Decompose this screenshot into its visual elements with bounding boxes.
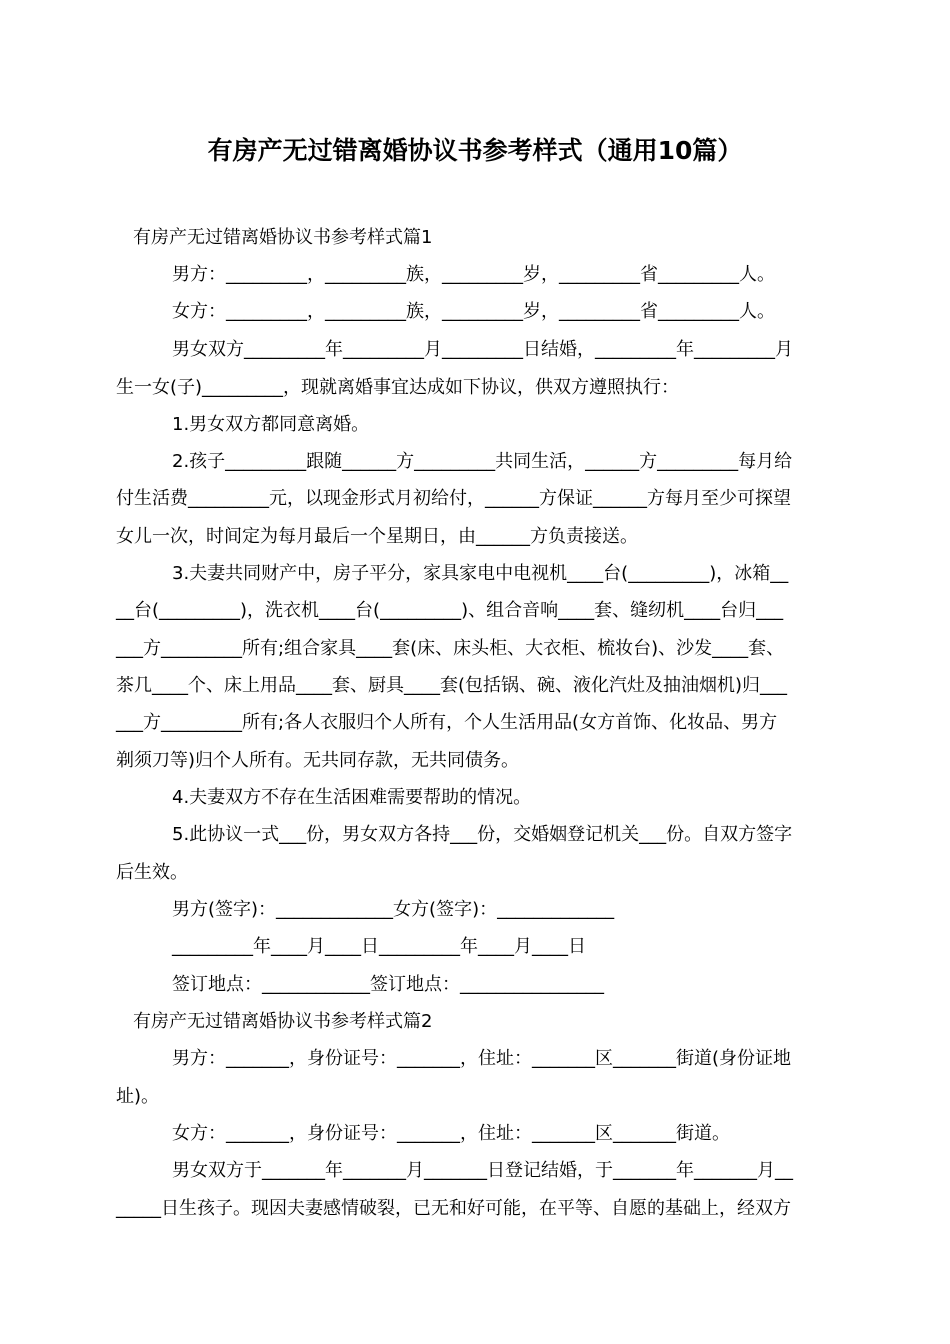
date-line: _________年____月____日_________年____月____日 bbox=[172, 936, 586, 957]
location-line: 签订地点：____________签订地点：________________ bbox=[172, 974, 604, 995]
document-title: 有房产无过错离婚协议书参考样式（通用10篇） bbox=[207, 136, 743, 165]
paragraph-line: _____日生孩子。现因夫妻感情破裂，已无和好可能，在平等、自愿的基础上，经双方 bbox=[116, 1198, 791, 1219]
paragraph-line: 男女双方_________年_________月_________日结婚，_________年_________月 bbox=[172, 339, 793, 360]
paragraph-line: __台(_________)，洗衣机____台(_________)、组合音响____套、缝纫机____台归___ bbox=[116, 600, 784, 621]
signature-line: 男方(签字)：_____________女方(签字)：_____________ bbox=[172, 899, 615, 920]
paragraph-line: 4.夫妻双方不存在生活困难需要帮助的情况。 bbox=[172, 787, 532, 808]
paragraph-line: 付生活费_________元，以现金形式月初给付，______方保证______方每月至少可探望 bbox=[116, 488, 791, 509]
paragraph-line: 1.男女双方都同意离婚。 bbox=[172, 414, 370, 435]
paragraph-line: 5.此协议一式___份，男女双方各持___份，交婚姻登记机关___份。自双方签字 bbox=[172, 824, 793, 845]
paragraph-line: 址)。 bbox=[116, 1086, 160, 1107]
paragraph-line: 女方：_________，_________族，_________岁，_________省_________人。 bbox=[172, 301, 775, 322]
paragraph-line: 剃须刀等)归个人所有。无共同存款，无共同债务。 bbox=[116, 750, 520, 771]
paragraph-line: 女儿一次，时间定为每月最后一个星期日，由______方负责接送。 bbox=[116, 526, 638, 547]
paragraph-line: ___方_________所有;组合家具____套(床、床头柜、大衣柜、梳妆台)、沙发____套、 bbox=[116, 638, 785, 659]
paragraph-line: 茶几____个、床上用品____套、厨具____套(包括锅、碗、液化汽灶及抽油烟机)归___ bbox=[116, 675, 788, 696]
paragraph-line: 后生效。 bbox=[116, 862, 188, 883]
section-heading-1: 有房产无过错离婚协议书参考样式篇1 bbox=[133, 227, 433, 248]
paragraph-line: 3.夫妻共同财产中，房子平分，家具家电中电视机____台(_________)，冰箱__ bbox=[172, 563, 789, 584]
paragraph-line: 生一女(子)_________，现就离婚事宜达成如下协议，供双方遵照执行： bbox=[116, 377, 680, 398]
paragraph-line: ___方_________所有;各人衣服归个人所有，个人生活用品(女方首饰、化妆品、男方 bbox=[116, 712, 778, 733]
paragraph-line: 女方：_______，身份证号：_______，住址：_______区_______街道。 bbox=[172, 1123, 730, 1144]
paragraph-line: 男女双方于_______年_______月_______日登记结婚，于_______年_______月__ bbox=[172, 1160, 793, 1181]
section-heading-2: 有房产无过错离婚协议书参考样式篇2 bbox=[133, 1011, 433, 1032]
paragraph-line: 男方：_______，身份证号：_______，住址：_______区_______街道(身份证地 bbox=[172, 1048, 792, 1069]
paragraph-line: 男方：_________，_________族，_________岁，_________省_________人。 bbox=[172, 264, 775, 285]
paragraph-line: 2.孩子_________跟随______方_________共同生活，______方_________每月给 bbox=[172, 451, 793, 472]
